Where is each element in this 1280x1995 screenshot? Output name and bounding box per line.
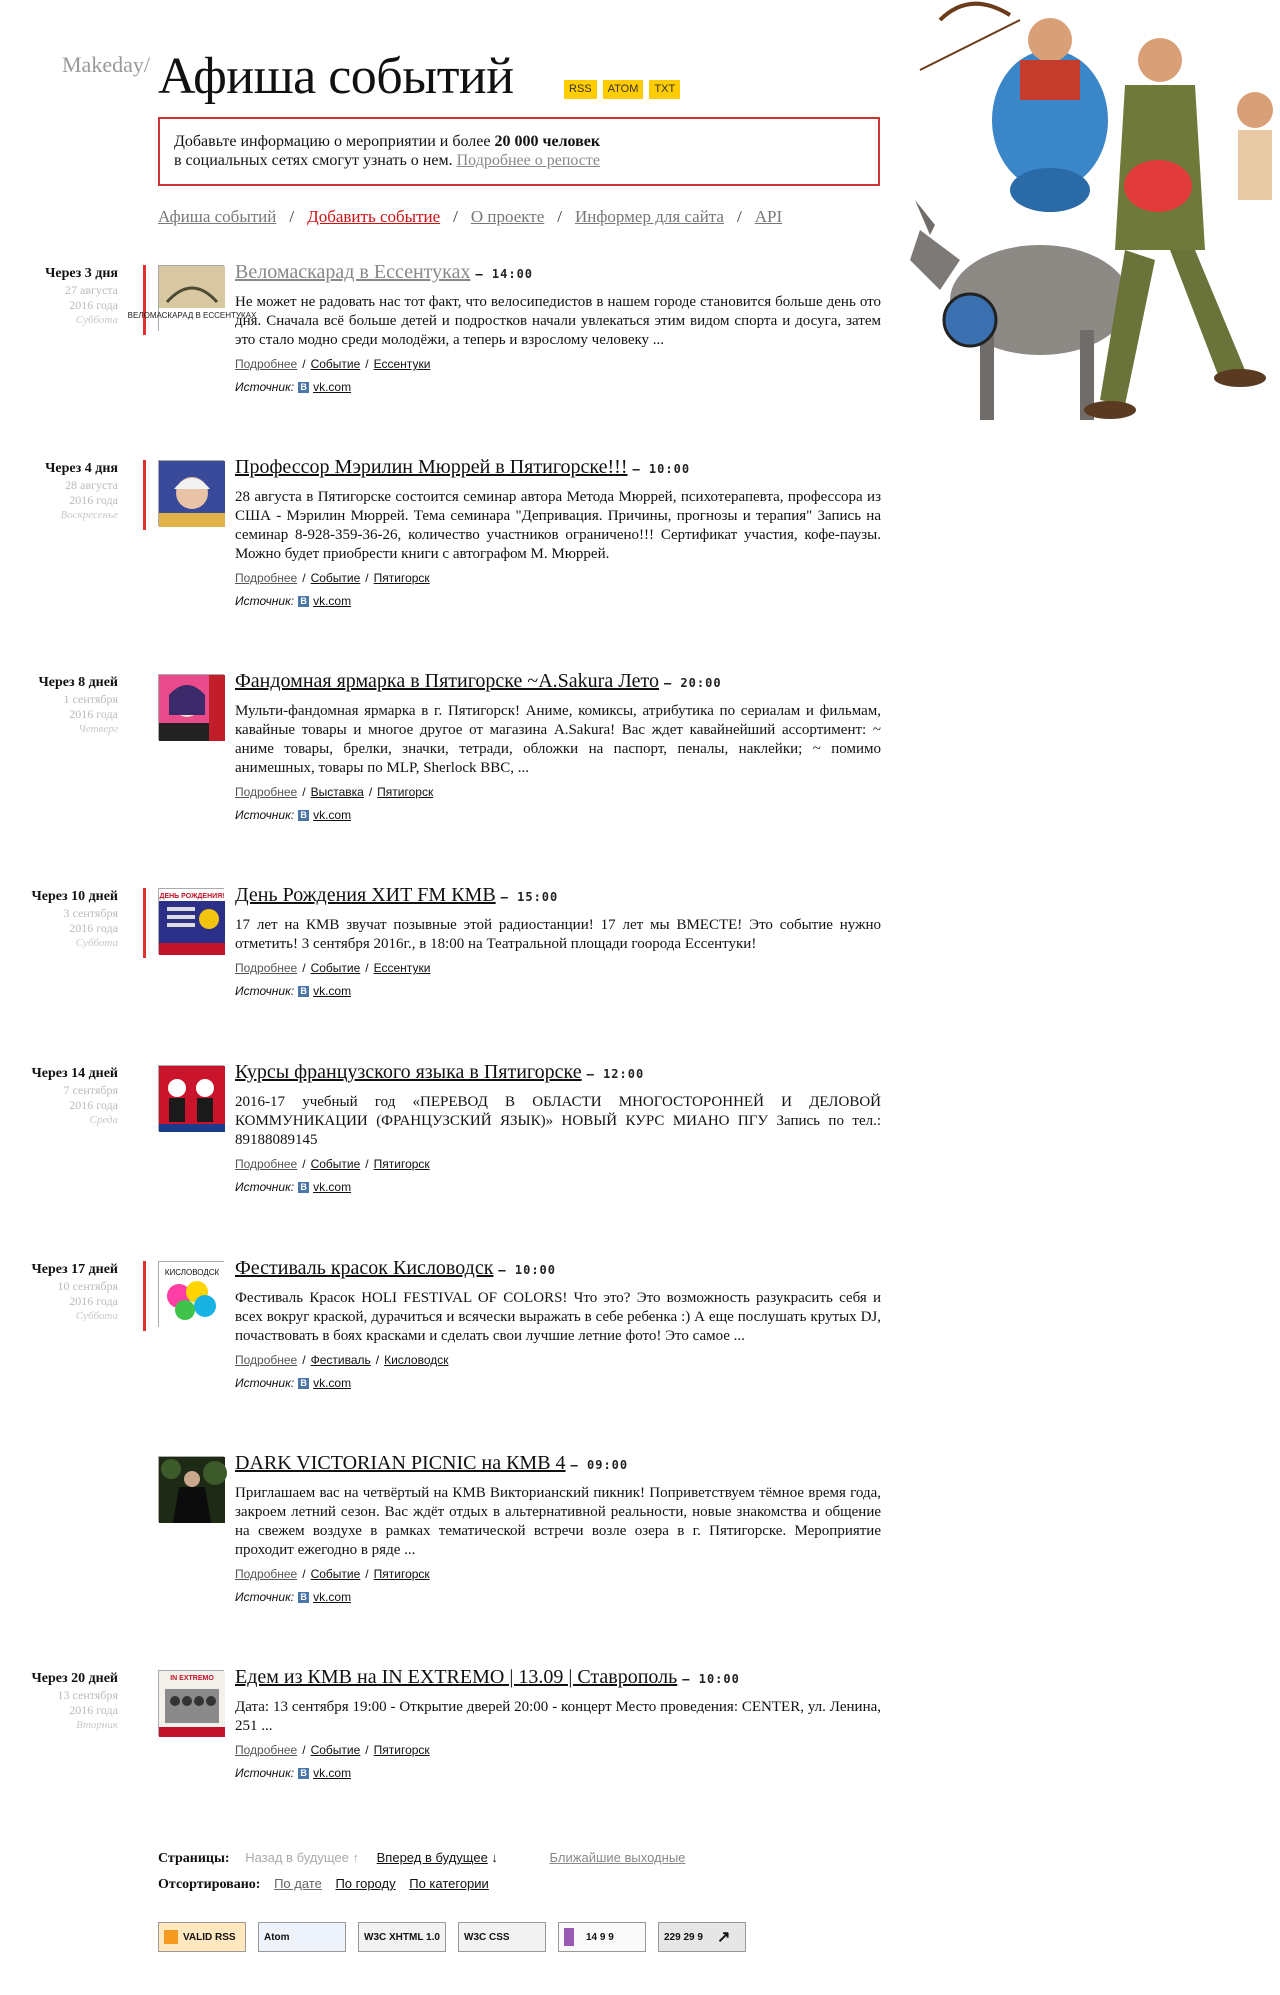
event-relative-day: Через 8 дней [38, 675, 118, 690]
source-label: Источник: [235, 984, 295, 998]
event-title-link[interactable]: День Рождения ХИТ FM КМВ [235, 884, 496, 906]
more-link[interactable]: Подробнее [235, 961, 298, 975]
event-thumbnail[interactable] [158, 460, 224, 526]
source-link[interactable]: vk.com [313, 594, 352, 608]
more-link[interactable]: Подробнее [235, 1567, 298, 1581]
event-date [0, 460, 118, 523]
event-time: — 10:00 [682, 1672, 740, 1686]
event-source [235, 1766, 881, 1780]
event-date [0, 888, 118, 951]
site-prefix-link[interactable]: Makeday/ [62, 52, 150, 77]
event-description: Приглашаем вас на четвёртый на КМВ Викторианский пикник! Поприветствуем тёмное время года, закроем летний сезон. Вас ждёт отдых в альтернативной реальности, новые знакомства и общение на свежем воздухе в рамках тематической встречи возле озера в г. Пятигорске. Мероприятие проходит ежегодно в ряде ... [235, 1485, 881, 1558]
category-link[interactable]: Выставка [310, 785, 364, 799]
thumb-caption: ВЕЛОМАСКАРАД В ЕССЕНТУКАХ [127, 311, 257, 320]
more-link[interactable]: Подробнее [235, 571, 298, 585]
category-link[interactable]: Событие [310, 357, 361, 371]
event-weekday: Суббота [75, 937, 118, 949]
event-thumbnail[interactable] [158, 1456, 224, 1522]
atom-button[interactable]: ATOM [603, 80, 644, 99]
event-relative-day: Через 17 дней [31, 1262, 118, 1277]
city-link[interactable]: Ессентуки [373, 357, 431, 371]
event-year: 2016 года [69, 1294, 118, 1308]
event-thumbnail[interactable] [158, 1261, 224, 1327]
more-link[interactable]: Подробнее [235, 357, 298, 371]
event-day: 1 сентября [63, 692, 118, 706]
source-label: Источник: [235, 380, 295, 394]
event-links: Подробнее / Событие / Ессентуки [235, 961, 431, 975]
badge-label: W3C CSS [464, 1931, 510, 1943]
event-day: 13 сентября [57, 1688, 118, 1702]
event-title-link[interactable]: Веломаскарад в Ессентуках [235, 261, 471, 283]
event-description: 28 августа в Пятигорске состоится семинар автора Метода Мюррей, психотерапевта, профессора из США - Мэрилин Мюррей. Тема семинара "Депривация. Причины, прогнозы и терапия" Запись на семинар 8-928-359-36-26, количество участников ограничено!!! Сертификат участия, кофе-паузы. Можно будет приобрести книги с автографом М. Мюррей. [235, 489, 881, 562]
source-link[interactable]: vk.com [313, 1590, 352, 1604]
pagination-label: Страницы: [158, 1851, 230, 1866]
vk-icon: В [298, 1378, 309, 1389]
source-link[interactable]: vk.com [313, 1376, 352, 1390]
thumb-caption: КИСЛОВОДСК [164, 1268, 220, 1277]
source-link[interactable]: vk.com [313, 380, 352, 394]
event-links: Подробнее / Событие / Пятигорск [235, 571, 430, 585]
event-links: Подробнее / Выставка / Пятигорск [235, 785, 434, 799]
source-label: Источник: [235, 1766, 295, 1780]
event-day: 3 сентября [63, 906, 118, 920]
category-link[interactable]: Событие [310, 1567, 361, 1581]
event-date [0, 1670, 118, 1733]
event-description: Не может не радовать нас тот факт, что велосипедистов в нашем городе становится больше день ото дня. Сначала всё больше детей и подростков начали увлекаться этим видом спорта и досуга, затем это стало модно среди молодёжи, а теперь и взрослому человеку ... [235, 294, 881, 348]
event-weekday: Вторник [76, 1719, 118, 1731]
vk-icon: В [298, 1768, 309, 1779]
repost-more-link[interactable]: Подробнее о репосте [456, 152, 600, 169]
event-content [235, 668, 881, 822]
repost-text: Добавьте информацию о мероприятии и более [174, 133, 495, 150]
weekend-link[interactable]: Ближайшие выходные [549, 1850, 686, 1865]
validation-badges [158, 1922, 746, 1952]
event-date [0, 674, 118, 737]
event-content [235, 1255, 881, 1390]
badge-label: 229 29 9 [664, 1931, 703, 1943]
repost-count: 20 000 человек [494, 133, 601, 150]
category-link[interactable]: Событие [310, 1743, 361, 1757]
more-link[interactable]: Подробнее [235, 1743, 298, 1757]
event-date [0, 1261, 118, 1324]
event-year: 2016 года [69, 1098, 118, 1112]
event-content [235, 1059, 881, 1194]
nav-add-event[interactable]: Добавить событие [307, 207, 441, 226]
city-link[interactable]: Пятигорск [377, 785, 434, 799]
source-label: Источник: [235, 1590, 295, 1604]
atom-badge[interactable] [258, 1922, 346, 1952]
event-links: Подробнее / Фестиваль / Кисловодск [235, 1353, 449, 1367]
vk-icon: В [298, 986, 309, 997]
event-marker [143, 888, 146, 958]
event-description: 2016-17 учебный год «ПЕРЕВОД В ОБЛАСТИ МНОГОСТОРОННЕЙ И ДЕЛОВОЙ КОММУНИКАЦИИ (ФРАНЦУЗСКИЙ ЯЗЫК)» НОВЫЙ КУРС МИАНО ПГУ Запись по тел.: 89188089145 [235, 1094, 881, 1148]
event-weekday: Среда [89, 1114, 118, 1126]
event-source [235, 594, 881, 608]
w3c-css-badge[interactable] [458, 1922, 546, 1952]
txt-button[interactable]: TXT [649, 80, 680, 99]
event-relative-day: Через 3 дня [45, 266, 118, 281]
event-source [235, 1376, 881, 1390]
city-link[interactable]: Пятигорск [373, 1157, 430, 1171]
event-source [235, 1590, 881, 1604]
event-content [235, 882, 881, 998]
w3c-xhtml-badge[interactable] [358, 1922, 446, 1952]
event-year: 2016 года [69, 707, 118, 721]
thumb-caption: ДЕНЬ РОЖДЕНИЯ! [159, 893, 225, 900]
stats-badge[interactable] [658, 1922, 746, 1952]
sort-by-date[interactable]: По дате [274, 1876, 322, 1891]
source-label: Источник: [235, 594, 295, 608]
event-marker [143, 1261, 146, 1331]
vk-icon: В [298, 1182, 309, 1193]
event-relative-day: Через 14 дней [31, 1066, 118, 1081]
event-marker [143, 460, 146, 530]
event-thumbnail[interactable] [127, 265, 257, 331]
event-weekday: Суббота [75, 314, 118, 326]
rss-button[interactable]: RSS [564, 80, 597, 99]
more-link[interactable]: Подробнее [235, 1353, 298, 1367]
city-link[interactable]: Пятигорск [373, 1567, 430, 1581]
city-link[interactable]: Ессентуки [373, 961, 431, 975]
event-time: — 12:00 [586, 1067, 645, 1081]
event-source [235, 808, 881, 822]
event-title-link[interactable]: Курсы французского языка в Пятигорске [235, 1061, 582, 1083]
event-title-link[interactable]: DARK VICTORIAN PICNIC на КМВ 4 [235, 1452, 566, 1474]
event-links: Подробнее / Событие / Пятигорск [235, 1743, 430, 1757]
event-time: — 14:00 [475, 267, 534, 281]
source-link[interactable]: vk.com [313, 808, 352, 822]
rss-icon [164, 1930, 178, 1944]
event-title-link[interactable]: Едем из КМВ на IN EXTREMO | 13.09 | Ставрополь [235, 1666, 678, 1688]
event-year: 2016 года [69, 298, 118, 312]
event-description: 17 лет на КМВ звучат позывные этой радиостанции! 17 лет мы ВМЕСТЕ! Это событие нужно отметить! 3 сентября 2016г., в 18:00 на Театральной площади гоорода Ессентуки! [235, 917, 881, 952]
repost-notice [158, 117, 880, 186]
valid-rss-badge[interactable] [158, 1922, 246, 1952]
event-content [235, 1664, 881, 1780]
page-title: Афиша событий [158, 48, 514, 105]
vk-icon: В [298, 596, 309, 607]
event-thumbnail[interactable] [158, 674, 224, 740]
event-content [235, 259, 881, 394]
event-links: Подробнее / Событие / Пятигорск [235, 1567, 430, 1581]
source-link[interactable]: vk.com [313, 1180, 352, 1194]
event-description: Мульти-фандомная ярмарка в г. Пятигорск! Аниме, комиксы, атрибутика по сериалам и фильмам, кавайные товары и многое другое от магазина A.Sakura! Вас ждет кавайнейший ассортимент: ~ аниме товары, брелки, значки, тетради, обложки на паспорт, пеналы, наклейки; ~ помимо анимешных, товары по MLP, Sherlock BBC, ... [235, 703, 881, 776]
event-day: 10 сентября [57, 1279, 118, 1293]
event-weekday: Четверг [78, 723, 118, 735]
sort-by-category[interactable]: По категории [409, 1876, 489, 1891]
event-time: — 20:00 [663, 676, 722, 690]
source-label: Источник: [235, 808, 295, 822]
event-links: Подробнее / Событие / Ессентуки [235, 357, 431, 371]
event-content [235, 1450, 881, 1604]
repost-text-2: в социальных сетях смогут узнать о нем. [174, 152, 457, 169]
source-link[interactable]: vk.com [313, 984, 352, 998]
event-thumbnail[interactable] [158, 1670, 224, 1736]
event-description: Фестиваль Красок HOLI FESTIVAL OF COLORS! Что это? Это возможность разукрасить себя и всех вокруг краской, дурачиться и всячески выражать в себе ребенка :) А еще послушать крутых DJ, почаствовать в боях красками и сделать свои лучшие летние фото! Это самое ... [235, 1290, 881, 1344]
event-year: 2016 года [69, 921, 118, 935]
nav-separator: / [453, 207, 458, 226]
event-time: — 10:00 [632, 462, 691, 476]
city-link[interactable]: Пятигорск [373, 571, 430, 585]
event-thumbnail[interactable] [158, 888, 224, 954]
prev-page-disabled: Назад в будущее ↑ [245, 1850, 360, 1865]
header-illustration [900, 0, 1280, 460]
main-nav [158, 207, 782, 227]
event-source [235, 984, 881, 998]
nav-about[interactable]: О проекте [470, 207, 545, 226]
event-description: Дата: 13 сентября 19:00 - Открытие дверей 20:00 - концерт Место проведения: CENTER, ул. Ленина, 251 ... [235, 1699, 881, 1734]
vk-icon: В [298, 1592, 309, 1603]
badge-label: Atom [264, 1931, 290, 1943]
sort-options [158, 1876, 489, 1893]
event-title-link[interactable]: Профессор Мэрилин Мюррей в Пятигорске!!! [235, 456, 628, 478]
source-label: Источник: [235, 1376, 295, 1390]
event-content [235, 454, 881, 608]
event-relative-day: Через 20 дней [31, 1671, 118, 1686]
next-arrow-icon: ↓ [491, 1850, 498, 1865]
nav-informer[interactable]: Информер для сайта [575, 207, 724, 226]
category-link[interactable]: Фестиваль [310, 1353, 371, 1367]
event-time: — 09:00 [570, 1458, 629, 1472]
event-date [0, 1065, 118, 1128]
event-year: 2016 года [69, 493, 118, 507]
event-relative-day: Через 4 дня [45, 461, 118, 476]
category-link[interactable]: Событие [310, 1157, 361, 1171]
thumb-caption: IN EXTREMO [170, 1675, 214, 1682]
event-title-link[interactable]: Фандомная ярмарка в Пятигорске ~A.Sakura Лето [235, 670, 659, 692]
category-link[interactable]: Событие [310, 961, 361, 975]
nav-separator: / [289, 207, 295, 226]
counter-badge[interactable] [558, 1922, 646, 1952]
event-source [235, 1180, 881, 1194]
next-page-link[interactable]: Вперед в будущее [376, 1850, 488, 1865]
source-link[interactable]: vk.com [313, 1766, 352, 1780]
more-link[interactable]: Подробнее [235, 1157, 298, 1171]
nav-api[interactable]: API [754, 207, 783, 226]
badge-label: W3C XHTML 1.0 [364, 1931, 440, 1943]
event-day: 27 августа [65, 283, 118, 297]
event-day: 28 августа [65, 478, 118, 492]
event-links: Подробнее / Событие / Пятигорск [235, 1157, 430, 1171]
nav-separator: / [557, 207, 563, 226]
event-time: — 10:00 [498, 1263, 556, 1277]
counter-icon [564, 1928, 574, 1946]
event-marker [143, 265, 146, 335]
event-weekday: Суббота [75, 1310, 118, 1322]
arrow-icon: ↗ [716, 1929, 731, 1946]
more-link[interactable]: Подробнее [235, 785, 298, 799]
event-weekday: Воскресенье [60, 509, 118, 521]
event-source [235, 380, 881, 394]
badge-label: 14 9 9 [586, 1931, 614, 1943]
nav-afisha[interactable]: Афиша событий [158, 207, 277, 226]
pagination [158, 1850, 685, 1867]
badge-label: VALID RSS [183, 1931, 236, 1943]
event-date [0, 265, 118, 328]
feed-links [564, 80, 680, 99]
event-title-link[interactable]: Фестиваль красок Кисловодск [235, 1257, 494, 1279]
city-link[interactable]: Кисловодск [384, 1353, 449, 1367]
event-thumbnail[interactable] [158, 1065, 224, 1131]
event-relative-day: Через 10 дней [31, 889, 118, 904]
vk-icon: В [298, 382, 309, 393]
source-label: Источник: [235, 1180, 295, 1194]
event-year: 2016 года [69, 1703, 118, 1717]
event-day: 7 сентября [63, 1083, 118, 1097]
sort-label: Отсортировано: [158, 1877, 261, 1892]
event-time: — 15:00 [500, 890, 559, 904]
category-link[interactable]: Событие [310, 571, 361, 585]
vk-icon: В [298, 810, 309, 821]
nav-separator: / [736, 207, 742, 226]
sort-by-city[interactable]: По городу [335, 1876, 396, 1891]
city-link[interactable]: Пятигорск [373, 1743, 430, 1757]
